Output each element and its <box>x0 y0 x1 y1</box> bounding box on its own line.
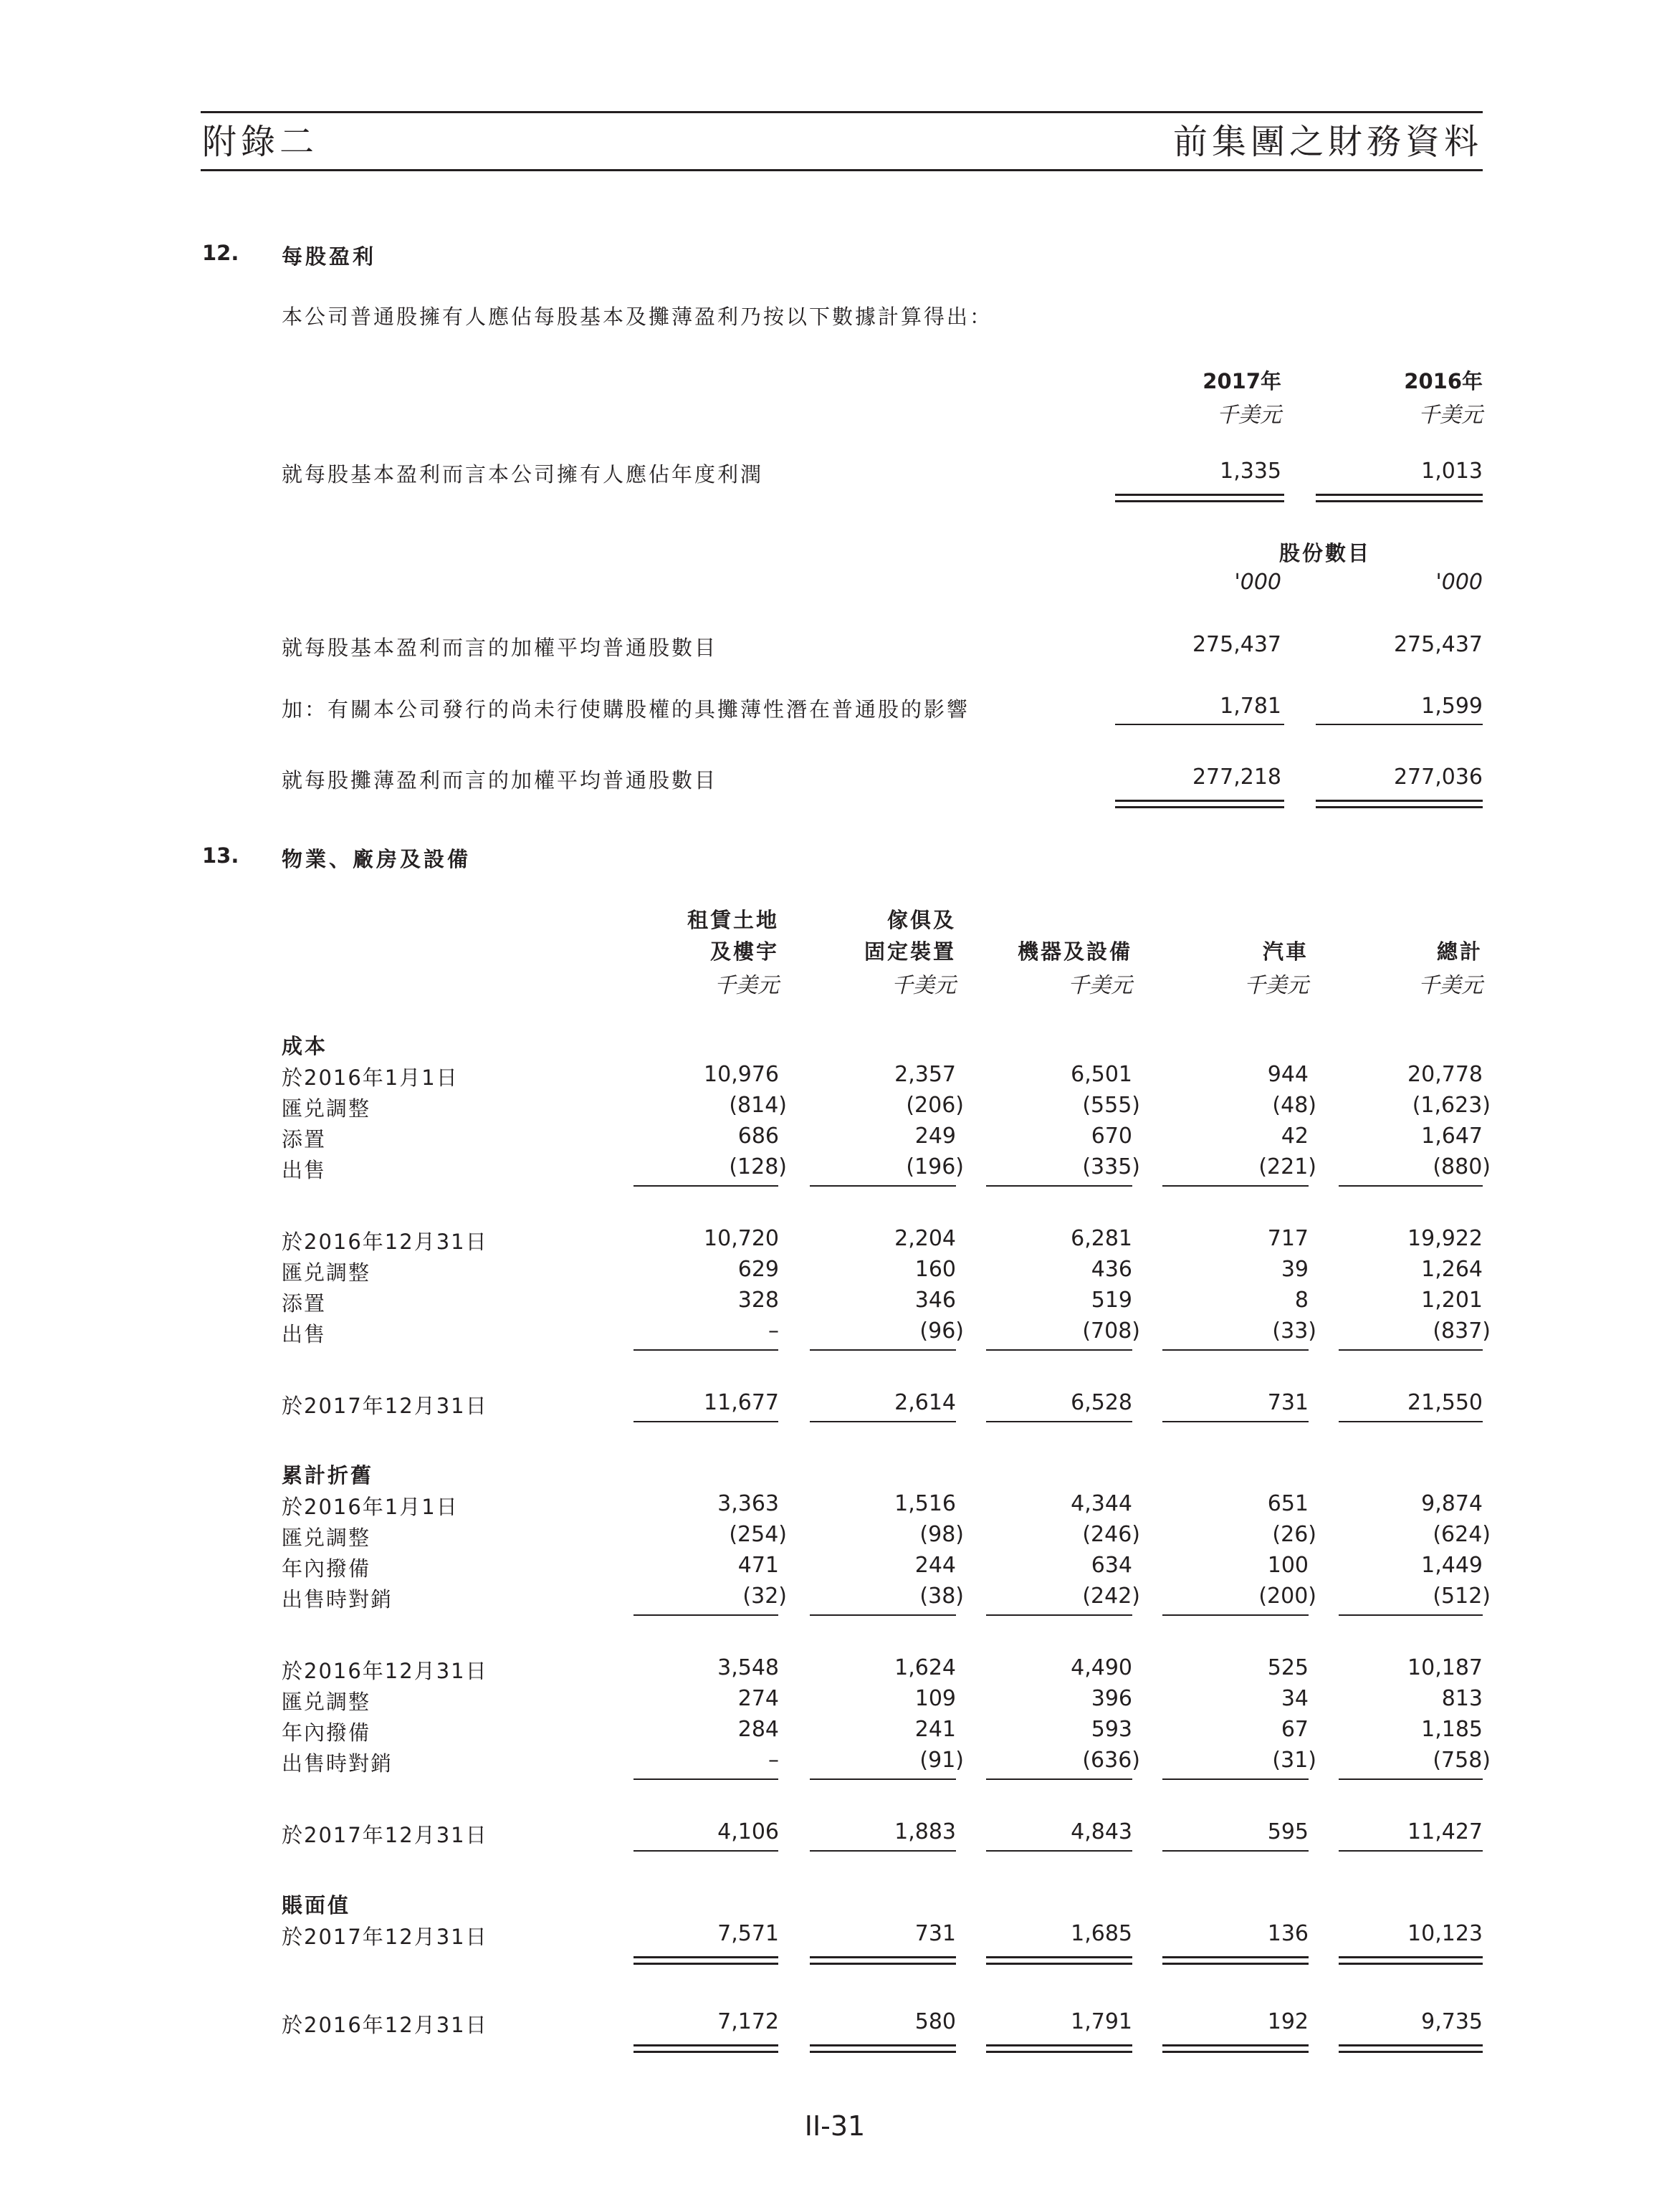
row-label: 出售時對銷 <box>282 1751 393 1776</box>
cell-value: (38) <box>919 1584 964 1609</box>
shares-dilutive-2017: 1,781 <box>1220 694 1281 719</box>
eps-year-2016: 2016年 <box>1404 369 1483 393</box>
cell-value: 192 <box>1267 2009 1309 2034</box>
cell-value: 10,187 <box>1407 1655 1483 1680</box>
eps-year-2017: 2017年 <box>1203 369 1281 393</box>
col-vehicles-unit: 千美元 <box>1244 973 1309 998</box>
rule <box>1339 1956 1483 1958</box>
cell-value: 20,778 <box>1407 1062 1483 1087</box>
rule <box>986 2051 1132 2053</box>
rule <box>1339 1850 1483 1852</box>
rule <box>1115 500 1284 502</box>
cell-value: 731 <box>1267 1390 1309 1415</box>
rule <box>1316 800 1483 802</box>
rule <box>810 1778 956 1780</box>
header-right: 前集團之財務資料 <box>1172 122 1483 162</box>
rule <box>986 1850 1132 1852</box>
cell-value: 717 <box>1267 1226 1309 1251</box>
shares-unit-2016: '000 <box>1435 570 1483 595</box>
rule <box>634 1963 778 1965</box>
cell-value: 6,281 <box>1071 1226 1132 1251</box>
cell-value: 629 <box>737 1257 779 1282</box>
col-total-line2: 總計 <box>1436 939 1483 964</box>
cell-value: 11,677 <box>704 1390 779 1415</box>
col-furniture-line1: 傢俱及 <box>886 908 956 932</box>
row-label: 匯兑調整 <box>282 1526 371 1550</box>
cell-value: (1,623) <box>1412 1093 1491 1118</box>
cell-value: 274 <box>737 1686 779 1711</box>
cell-value: 10,976 <box>704 1062 779 1087</box>
cell-value: (91) <box>919 1748 964 1773</box>
cell-value: 19,922 <box>1407 1226 1483 1251</box>
page-number: II-31 <box>804 2110 866 2142</box>
cell-value: (96) <box>919 1318 964 1344</box>
cell-value: 284 <box>737 1717 779 1742</box>
cell-value: 346 <box>914 1288 956 1313</box>
cell-value: 11,427 <box>1407 1819 1483 1844</box>
cell-value: 593 <box>1091 1717 1132 1742</box>
carrying-heading: 賬面值 <box>282 1893 351 1917</box>
rule <box>1162 1421 1309 1422</box>
rule <box>1162 2051 1309 2053</box>
rule <box>986 1349 1132 1351</box>
cell-value: (512) <box>1433 1584 1491 1609</box>
cell-value: 634 <box>1091 1553 1132 1578</box>
rule <box>986 1185 1132 1187</box>
rule <box>986 1614 1132 1616</box>
row-label: 於2016年1月1日 <box>282 1495 459 1519</box>
cell-value: (814) <box>729 1093 787 1118</box>
row-label: 添置 <box>282 1291 327 1316</box>
cell-value: (254) <box>729 1522 787 1547</box>
rule <box>634 1850 778 1852</box>
rule <box>634 1778 778 1780</box>
cell-value: 9,874 <box>1421 1491 1483 1516</box>
cell-value: 328 <box>737 1288 779 1313</box>
cell-value: 1,201 <box>1421 1288 1483 1313</box>
col-furniture-unit: 千美元 <box>891 973 956 998</box>
cell-value: 39 <box>1281 1257 1309 1282</box>
cell-value: 686 <box>737 1124 779 1149</box>
cell-value: 9,735 <box>1421 2009 1483 2034</box>
cell-value: 944 <box>1267 1062 1309 1087</box>
rule <box>1162 1963 1309 1965</box>
shares-dilutive-2016: 1,599 <box>1421 694 1483 719</box>
cell-value: 6,528 <box>1071 1390 1132 1415</box>
rule <box>634 1614 778 1616</box>
cell-value: 100 <box>1267 1553 1309 1578</box>
cell-value: (196) <box>906 1154 964 1179</box>
cell-value: 244 <box>914 1553 956 1578</box>
rule <box>1339 1614 1483 1616</box>
shares-basic-2017: 275,437 <box>1192 632 1281 657</box>
cell-value: 2,357 <box>894 1062 956 1087</box>
cell-value: (708) <box>1082 1318 1140 1344</box>
cell-value: 525 <box>1267 1655 1309 1680</box>
row-label: 出售時對銷 <box>282 1587 393 1612</box>
section-13-title: 物業、廠房及設備 <box>282 847 472 871</box>
cell-value: 21,550 <box>1407 1390 1483 1415</box>
rule <box>810 2051 956 2053</box>
shares-heading: 股份數目 <box>1279 541 1372 565</box>
row-label: 於2017年12月31日 <box>282 1394 488 1418</box>
row-label: 添置 <box>282 1127 327 1152</box>
col-land-line1: 租賃土地 <box>687 908 779 932</box>
cell-value: 136 <box>1267 1921 1309 1946</box>
cell-value: 6,501 <box>1071 1062 1132 1087</box>
cell-value: 7,571 <box>717 1921 779 1946</box>
cell-value: (880) <box>1433 1154 1491 1179</box>
rule <box>1316 724 1483 725</box>
rule <box>1339 2051 1483 2053</box>
cell-value: (221) <box>1258 1154 1316 1179</box>
eps-unit-2017: 千美元 <box>1217 403 1281 428</box>
cell-value: 1,791 <box>1071 2009 1132 2034</box>
section-12-number: 12. <box>202 241 239 265</box>
cell-value: 8 <box>1294 1288 1309 1313</box>
row-label: 匯兑調整 <box>282 1690 371 1714</box>
cell-value: 471 <box>737 1553 779 1578</box>
rule <box>1339 1421 1483 1422</box>
rule <box>810 1614 956 1616</box>
cell-value: 67 <box>1281 1717 1309 1742</box>
section-13-number: 13. <box>202 843 239 868</box>
rule <box>1162 1956 1309 1958</box>
cell-value: 595 <box>1267 1819 1309 1844</box>
header-rule-bottom <box>201 169 1483 171</box>
cell-value: (206) <box>906 1093 964 1118</box>
shares-dilutive-label: 加：有關本公司發行的尚未行使購股權的具攤薄性潛在普通股的影響 <box>282 697 970 722</box>
rule <box>1115 806 1284 808</box>
rule <box>1162 2044 1309 2046</box>
shares-diluted-label: 就每股攤薄盈利而言的加權平均普通股數目 <box>282 768 718 793</box>
col-furniture-line2: 固定裝置 <box>864 939 956 964</box>
row-label: 於2017年12月31日 <box>282 1925 488 1949</box>
shares-unit-2017: '000 <box>1234 570 1281 595</box>
rule <box>1162 1614 1309 1616</box>
cell-value: 10,123 <box>1407 1921 1483 1946</box>
rule <box>1115 724 1284 725</box>
col-machinery-line2: 機器及設備 <box>1017 939 1132 964</box>
cell-value: – <box>768 1318 779 1344</box>
cell-value: 4,490 <box>1071 1655 1132 1680</box>
cell-value: 519 <box>1091 1288 1132 1313</box>
cell-value: (26) <box>1272 1522 1316 1547</box>
rule <box>810 1349 956 1351</box>
row-label: 出售 <box>282 1158 327 1182</box>
cell-value: 4,344 <box>1071 1491 1132 1516</box>
rule <box>986 1778 1132 1780</box>
cell-value: (32) <box>742 1584 787 1609</box>
rule <box>1339 1778 1483 1780</box>
row-label: 匯兑調整 <box>282 1260 371 1285</box>
cell-value: 7,172 <box>717 2009 779 2034</box>
cell-value: (555) <box>1082 1093 1140 1118</box>
header-left: 附錄二 <box>202 122 319 162</box>
row-label: 匯兑調整 <box>282 1096 371 1121</box>
cell-value: (31) <box>1272 1748 1316 1773</box>
cell-value: 396 <box>1091 1686 1132 1711</box>
rule <box>1162 1185 1309 1187</box>
rule <box>634 1956 778 1958</box>
cell-value: (624) <box>1433 1522 1491 1547</box>
cell-value: (335) <box>1082 1154 1140 1179</box>
cell-value: 4,106 <box>717 1819 779 1844</box>
cell-value: 249 <box>914 1124 956 1149</box>
cell-value: 731 <box>914 1921 956 1946</box>
cell-value: 2,204 <box>894 1226 956 1251</box>
cell-value: (246) <box>1082 1522 1140 1547</box>
cell-value: (98) <box>919 1522 964 1547</box>
rule <box>986 1421 1132 1422</box>
cell-value: 1,685 <box>1071 1921 1132 1946</box>
row-label: 年內撥備 <box>282 1556 371 1581</box>
rule <box>1162 1850 1309 1852</box>
rule <box>810 1956 956 1958</box>
row-label: 於2017年12月31日 <box>282 1823 488 1847</box>
col-vehicles-line2: 汽車 <box>1262 939 1309 964</box>
rule <box>1162 1349 1309 1351</box>
cell-value: (837) <box>1433 1318 1491 1344</box>
rule <box>810 2044 956 2046</box>
cost-heading: 成本 <box>282 1034 328 1058</box>
rule <box>1115 800 1284 802</box>
cell-value: 10,720 <box>704 1226 779 1251</box>
rule <box>1339 1963 1483 1965</box>
shares-basic-2016: 275,437 <box>1393 632 1483 657</box>
header-rule-top <box>201 111 1483 113</box>
eps-profit-2017: 1,335 <box>1220 459 1281 484</box>
rule <box>810 1185 956 1187</box>
rule <box>1339 1185 1483 1187</box>
cell-value: 580 <box>914 2009 956 2034</box>
cell-value: 813 <box>1441 1686 1483 1711</box>
eps-unit-2016: 千美元 <box>1418 403 1483 428</box>
rule <box>810 1850 956 1852</box>
row-label: 於2016年1月1日 <box>282 1066 459 1090</box>
rule <box>1339 1349 1483 1351</box>
col-land-line2: 及樓宇 <box>709 939 779 964</box>
cell-value: 42 <box>1281 1124 1309 1149</box>
cell-value: (242) <box>1082 1584 1140 1609</box>
cell-value: 1,647 <box>1421 1124 1483 1149</box>
cell-value: 109 <box>914 1686 956 1711</box>
section-12-title: 每股盈利 <box>282 244 377 269</box>
cell-value: (128) <box>729 1154 787 1179</box>
depreciation-heading: 累計折舊 <box>282 1463 374 1488</box>
row-label: 於2016年12月31日 <box>282 1659 488 1683</box>
rule <box>1316 494 1483 496</box>
cell-value: 2,614 <box>894 1390 956 1415</box>
cell-value: 1,883 <box>894 1819 956 1844</box>
row-label: 年內撥備 <box>282 1720 371 1745</box>
cell-value: 1,516 <box>894 1491 956 1516</box>
cell-value: 651 <box>1267 1491 1309 1516</box>
cell-value: 34 <box>1281 1686 1309 1711</box>
cell-value: 1,185 <box>1421 1717 1483 1742</box>
rule <box>1162 1778 1309 1780</box>
rule <box>1115 494 1284 496</box>
cell-value: (758) <box>1433 1748 1491 1773</box>
cell-value: 1,624 <box>894 1655 956 1680</box>
cell-value: 3,363 <box>717 1491 779 1516</box>
shares-diluted-2016: 277,036 <box>1393 765 1483 790</box>
cell-value: 3,548 <box>717 1655 779 1680</box>
rule <box>986 2044 1132 2046</box>
eps-intro: 本公司普通股擁有人應佔每股基本及攤薄盈利乃按以下數據計算得出： <box>282 305 993 329</box>
rule <box>1316 806 1483 808</box>
cell-value: 670 <box>1091 1124 1132 1149</box>
cell-value: 1,264 <box>1421 1257 1483 1282</box>
rule <box>810 1963 956 1965</box>
cell-value: 1,449 <box>1421 1553 1483 1578</box>
eps-profit-label: 就每股基本盈利而言本公司擁有人應佔年度利潤 <box>282 462 764 487</box>
rule <box>634 1185 778 1187</box>
rule <box>1316 500 1483 502</box>
shares-basic-label: 就每股基本盈利而言的加權平均普通股數目 <box>282 636 718 660</box>
rule <box>810 1421 956 1422</box>
eps-profit-2016: 1,013 <box>1421 459 1483 484</box>
cell-value: (636) <box>1082 1748 1140 1773</box>
cell-value: 160 <box>914 1257 956 1282</box>
cell-value: (33) <box>1272 1318 1316 1344</box>
col-machinery-unit: 千美元 <box>1068 973 1132 998</box>
rule <box>634 2051 778 2053</box>
row-label: 於2016年12月31日 <box>282 2013 488 2037</box>
rule <box>1339 2044 1483 2046</box>
rule <box>634 1349 778 1351</box>
rule <box>634 2044 778 2046</box>
cell-value: (200) <box>1258 1584 1316 1609</box>
rule <box>634 1421 778 1422</box>
row-label: 出售 <box>282 1322 327 1346</box>
rule <box>986 1963 1132 1965</box>
cell-value: 4,843 <box>1071 1819 1132 1844</box>
shares-diluted-2017: 277,218 <box>1192 765 1281 790</box>
rule <box>986 1956 1132 1958</box>
col-land-unit: 千美元 <box>714 973 779 998</box>
cell-value: 241 <box>914 1717 956 1742</box>
cell-value: (48) <box>1272 1093 1316 1118</box>
col-total-unit: 千美元 <box>1418 973 1483 998</box>
cell-value: – <box>768 1748 779 1773</box>
row-label: 於2016年12月31日 <box>282 1230 488 1254</box>
cell-value: 436 <box>1091 1257 1132 1282</box>
